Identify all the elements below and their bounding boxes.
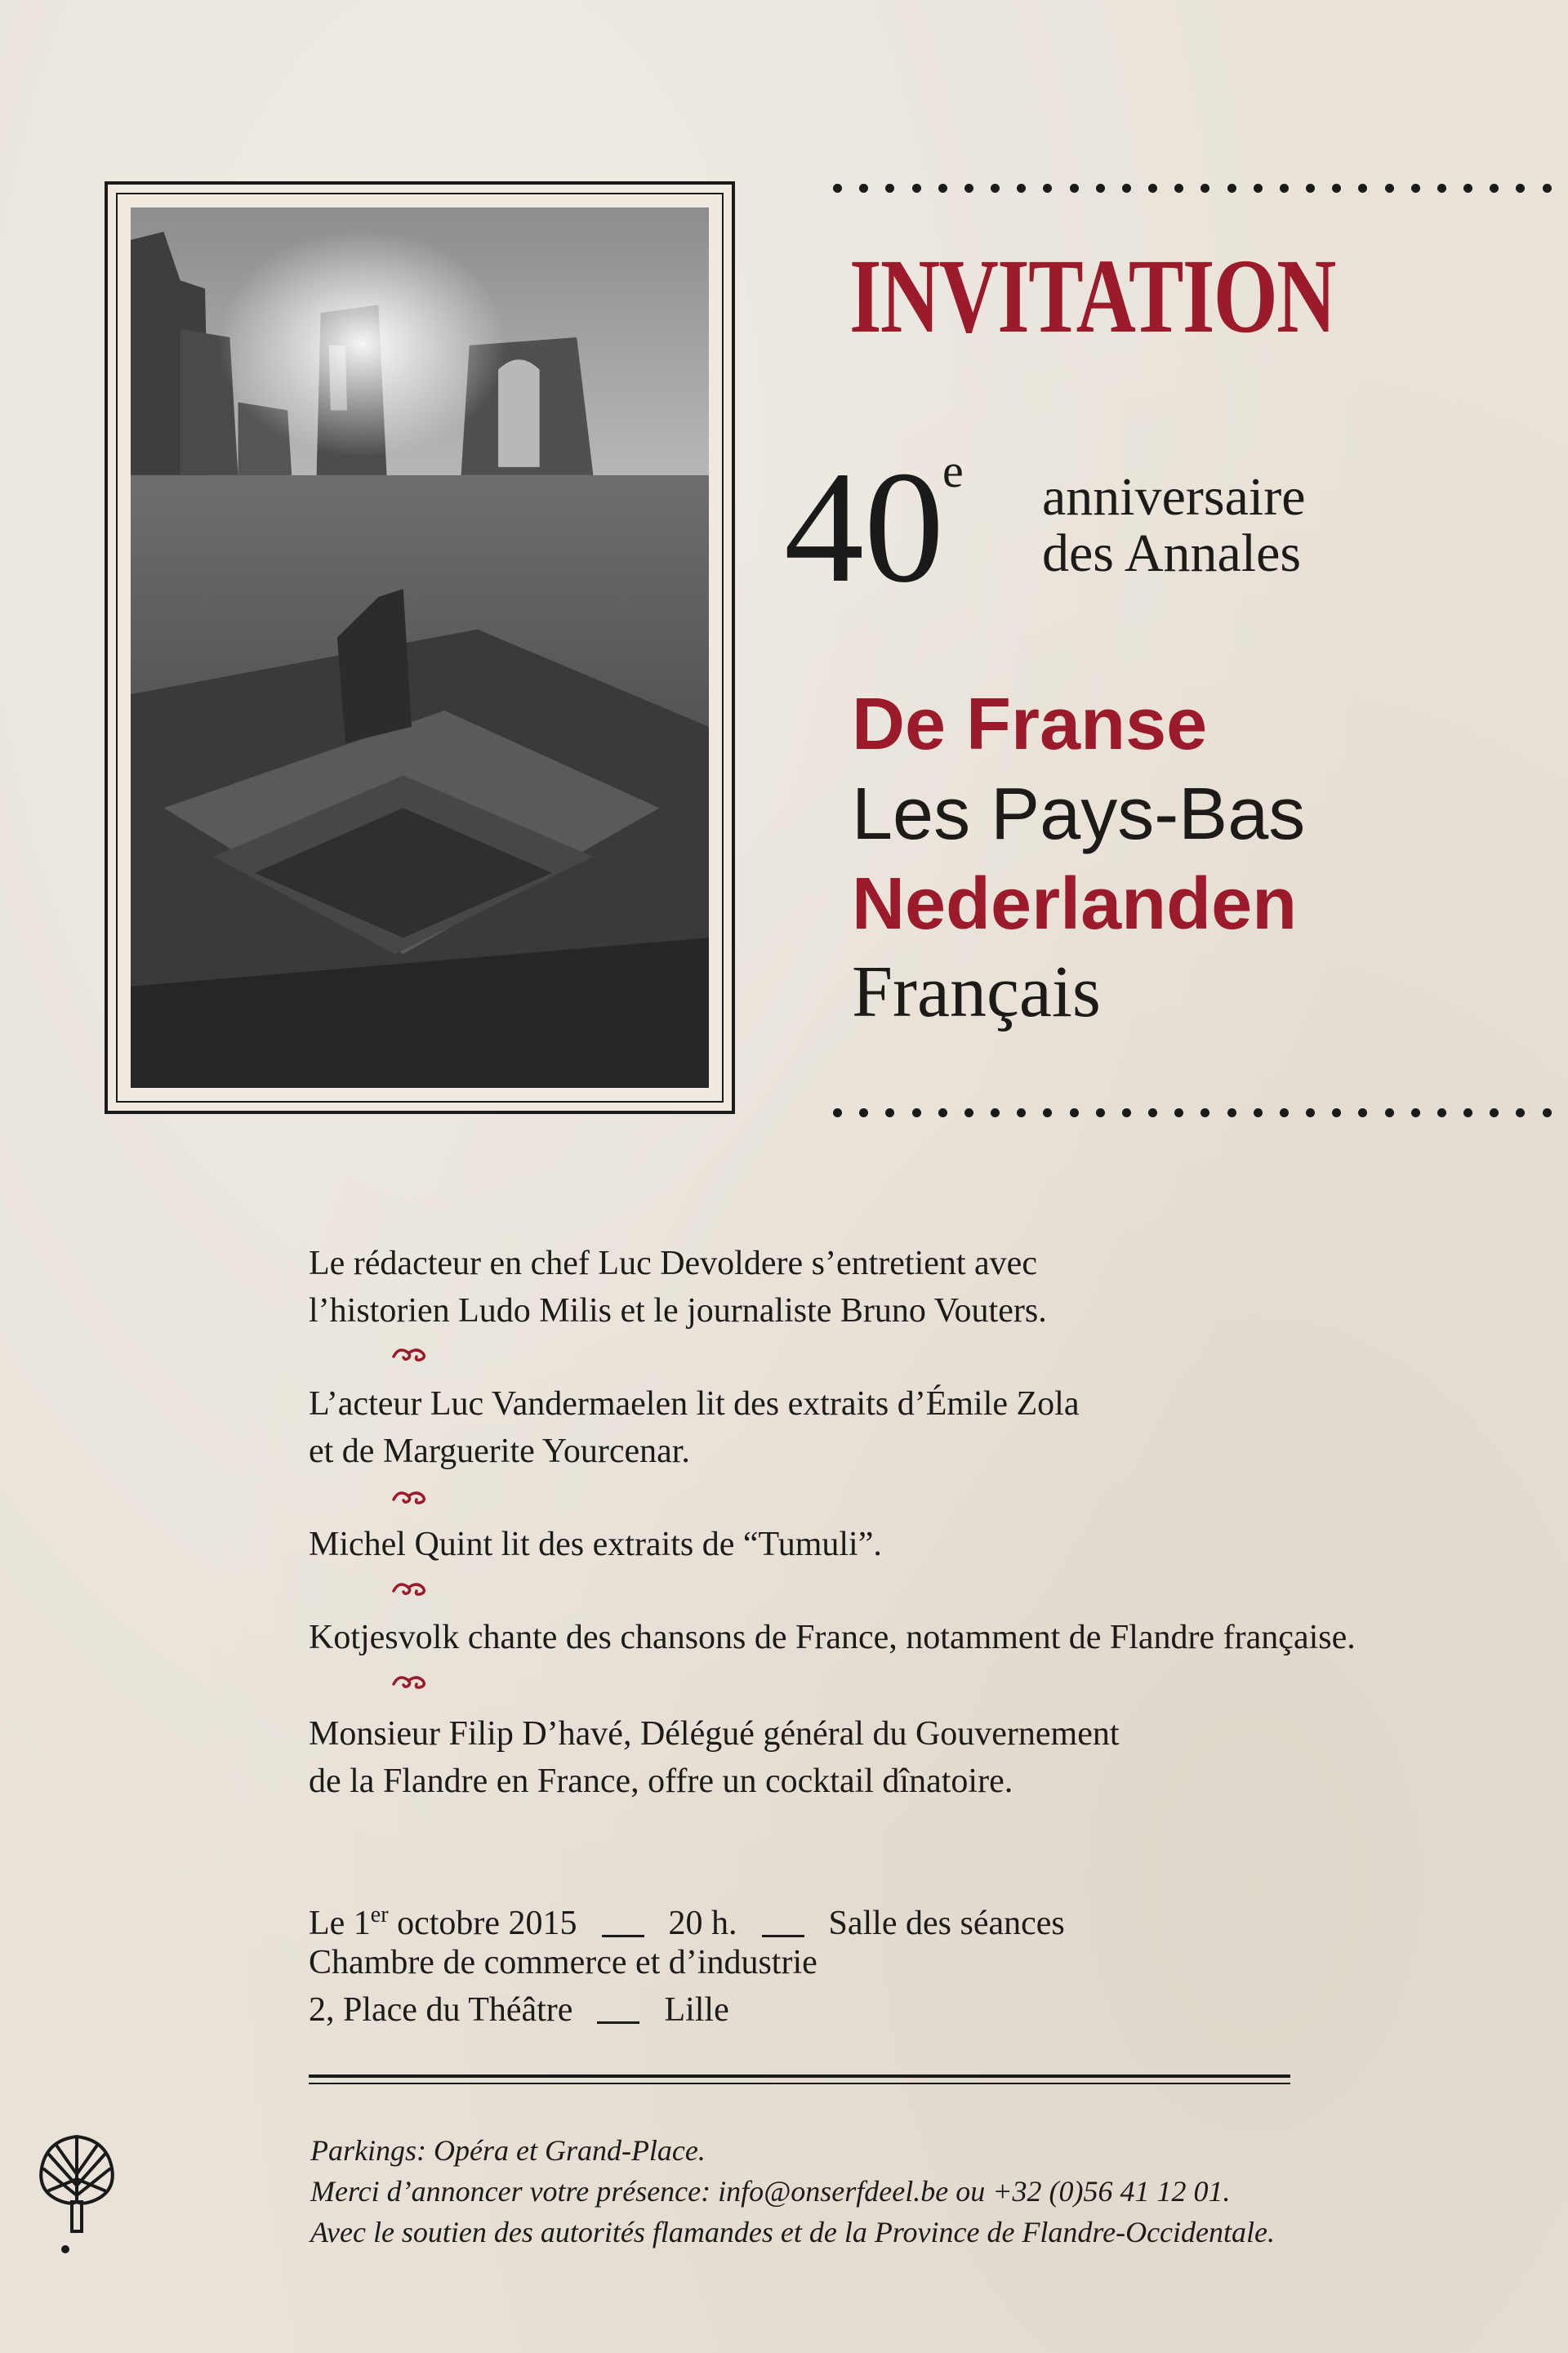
program-item-5-line-1: Monsieur Filip D’havé, Délégué général du Gouvernement [309, 1715, 1120, 1753]
footer-support: Avec le soutien des autorités flamandes et de la Province de Flandre-Occidentale. [310, 2216, 1275, 2248]
program-item-4-line-1: Kotjesvolk chante des chansons de France, notamment de Flandre française. [309, 1619, 1356, 1656]
event-address: 2, Place du Théâtre [309, 1991, 573, 2029]
title-francais: Français [852, 951, 1101, 1032]
event-address-line [309, 1986, 729, 2034]
dotted-rule-bottom [833, 1104, 1552, 1121]
anniversary-ordinal: e [942, 444, 964, 497]
footer-rsvp: Merci d’annoncer votre présence: info@onserfdeel.be ou +32 (0)56 41 12 01. [310, 2175, 1231, 2208]
program-item-3-line-1: Michel Quint lit des extraits de “Tumuli”. [309, 1526, 882, 1563]
event-date-suffix: octobre 2015 [388, 1905, 577, 1942]
anniversary-line-2: des Annales [1042, 524, 1302, 584]
event-venue: Chambre de commerce et d’industrie [309, 1944, 817, 1981]
event-time: 20 h. [668, 1905, 737, 1942]
fleuron-icon [390, 1671, 430, 1692]
footer-notes [310, 2130, 1275, 2253]
title-les-pays-bas: Les Pays-Bas [852, 773, 1306, 855]
program-item-3 [309, 1521, 882, 1568]
event-date-prefix: Le 1 [309, 1905, 371, 1942]
program-item-2 [309, 1380, 1079, 1475]
invitation-heading: INVITATION [849, 238, 1335, 355]
program-item-1-line-2: l’historien Ludo Milis et le journaliste Bruno Vouters. [309, 1292, 1047, 1330]
program-item-4 [309, 1614, 1356, 1661]
abbey-ruins-photo [131, 207, 709, 1088]
event-room: Salle des séances [828, 1905, 1065, 1942]
fleuron-icon [390, 1578, 430, 1599]
program-item-2-line-2: et de Marguerite Yourcenar. [309, 1433, 690, 1470]
dash-separator [597, 2021, 639, 2024]
footer-divider [309, 2074, 1290, 2078]
fleuron-icon [390, 1344, 430, 1365]
anniversary-number: 40 [784, 439, 944, 616]
dash-separator [602, 1935, 644, 1937]
fleuron-icon [390, 1486, 430, 1508]
event-city: Lille [664, 1991, 729, 2029]
abbey-ruins-illustration [131, 207, 709, 1088]
dotted-rule-top [833, 180, 1552, 196]
title-de-franse: De Franse [852, 684, 1208, 765]
program-item-1 [309, 1240, 1047, 1335]
event-date-ordinal: er [370, 1902, 389, 1927]
photo-frame [105, 181, 735, 1114]
anniversary-text [1042, 469, 1306, 582]
program-item-5 [309, 1710, 1120, 1805]
footer-divider-thin [309, 2083, 1290, 2084]
tree-logo-icon [24, 2122, 129, 2261]
dash-separator [762, 1935, 804, 1937]
footer-parking: Parkings: Opéra et Grand-Place. [310, 2134, 706, 2167]
program-item-1-line-1: Le rédacteur en chef Luc Devoldere s’entretient avec [309, 1245, 1037, 1282]
program-item-2-line-1: L’acteur Luc Vandermaelen lit des extraits d’Émile Zola [309, 1385, 1080, 1423]
title-nederlanden: Nederlanden [852, 863, 1298, 945]
program-item-5-line-2: de la Flandre en France, offre un cocktail dînatoire. [309, 1763, 1013, 1800]
anniversary-line-1: anniversaire [1042, 467, 1306, 527]
